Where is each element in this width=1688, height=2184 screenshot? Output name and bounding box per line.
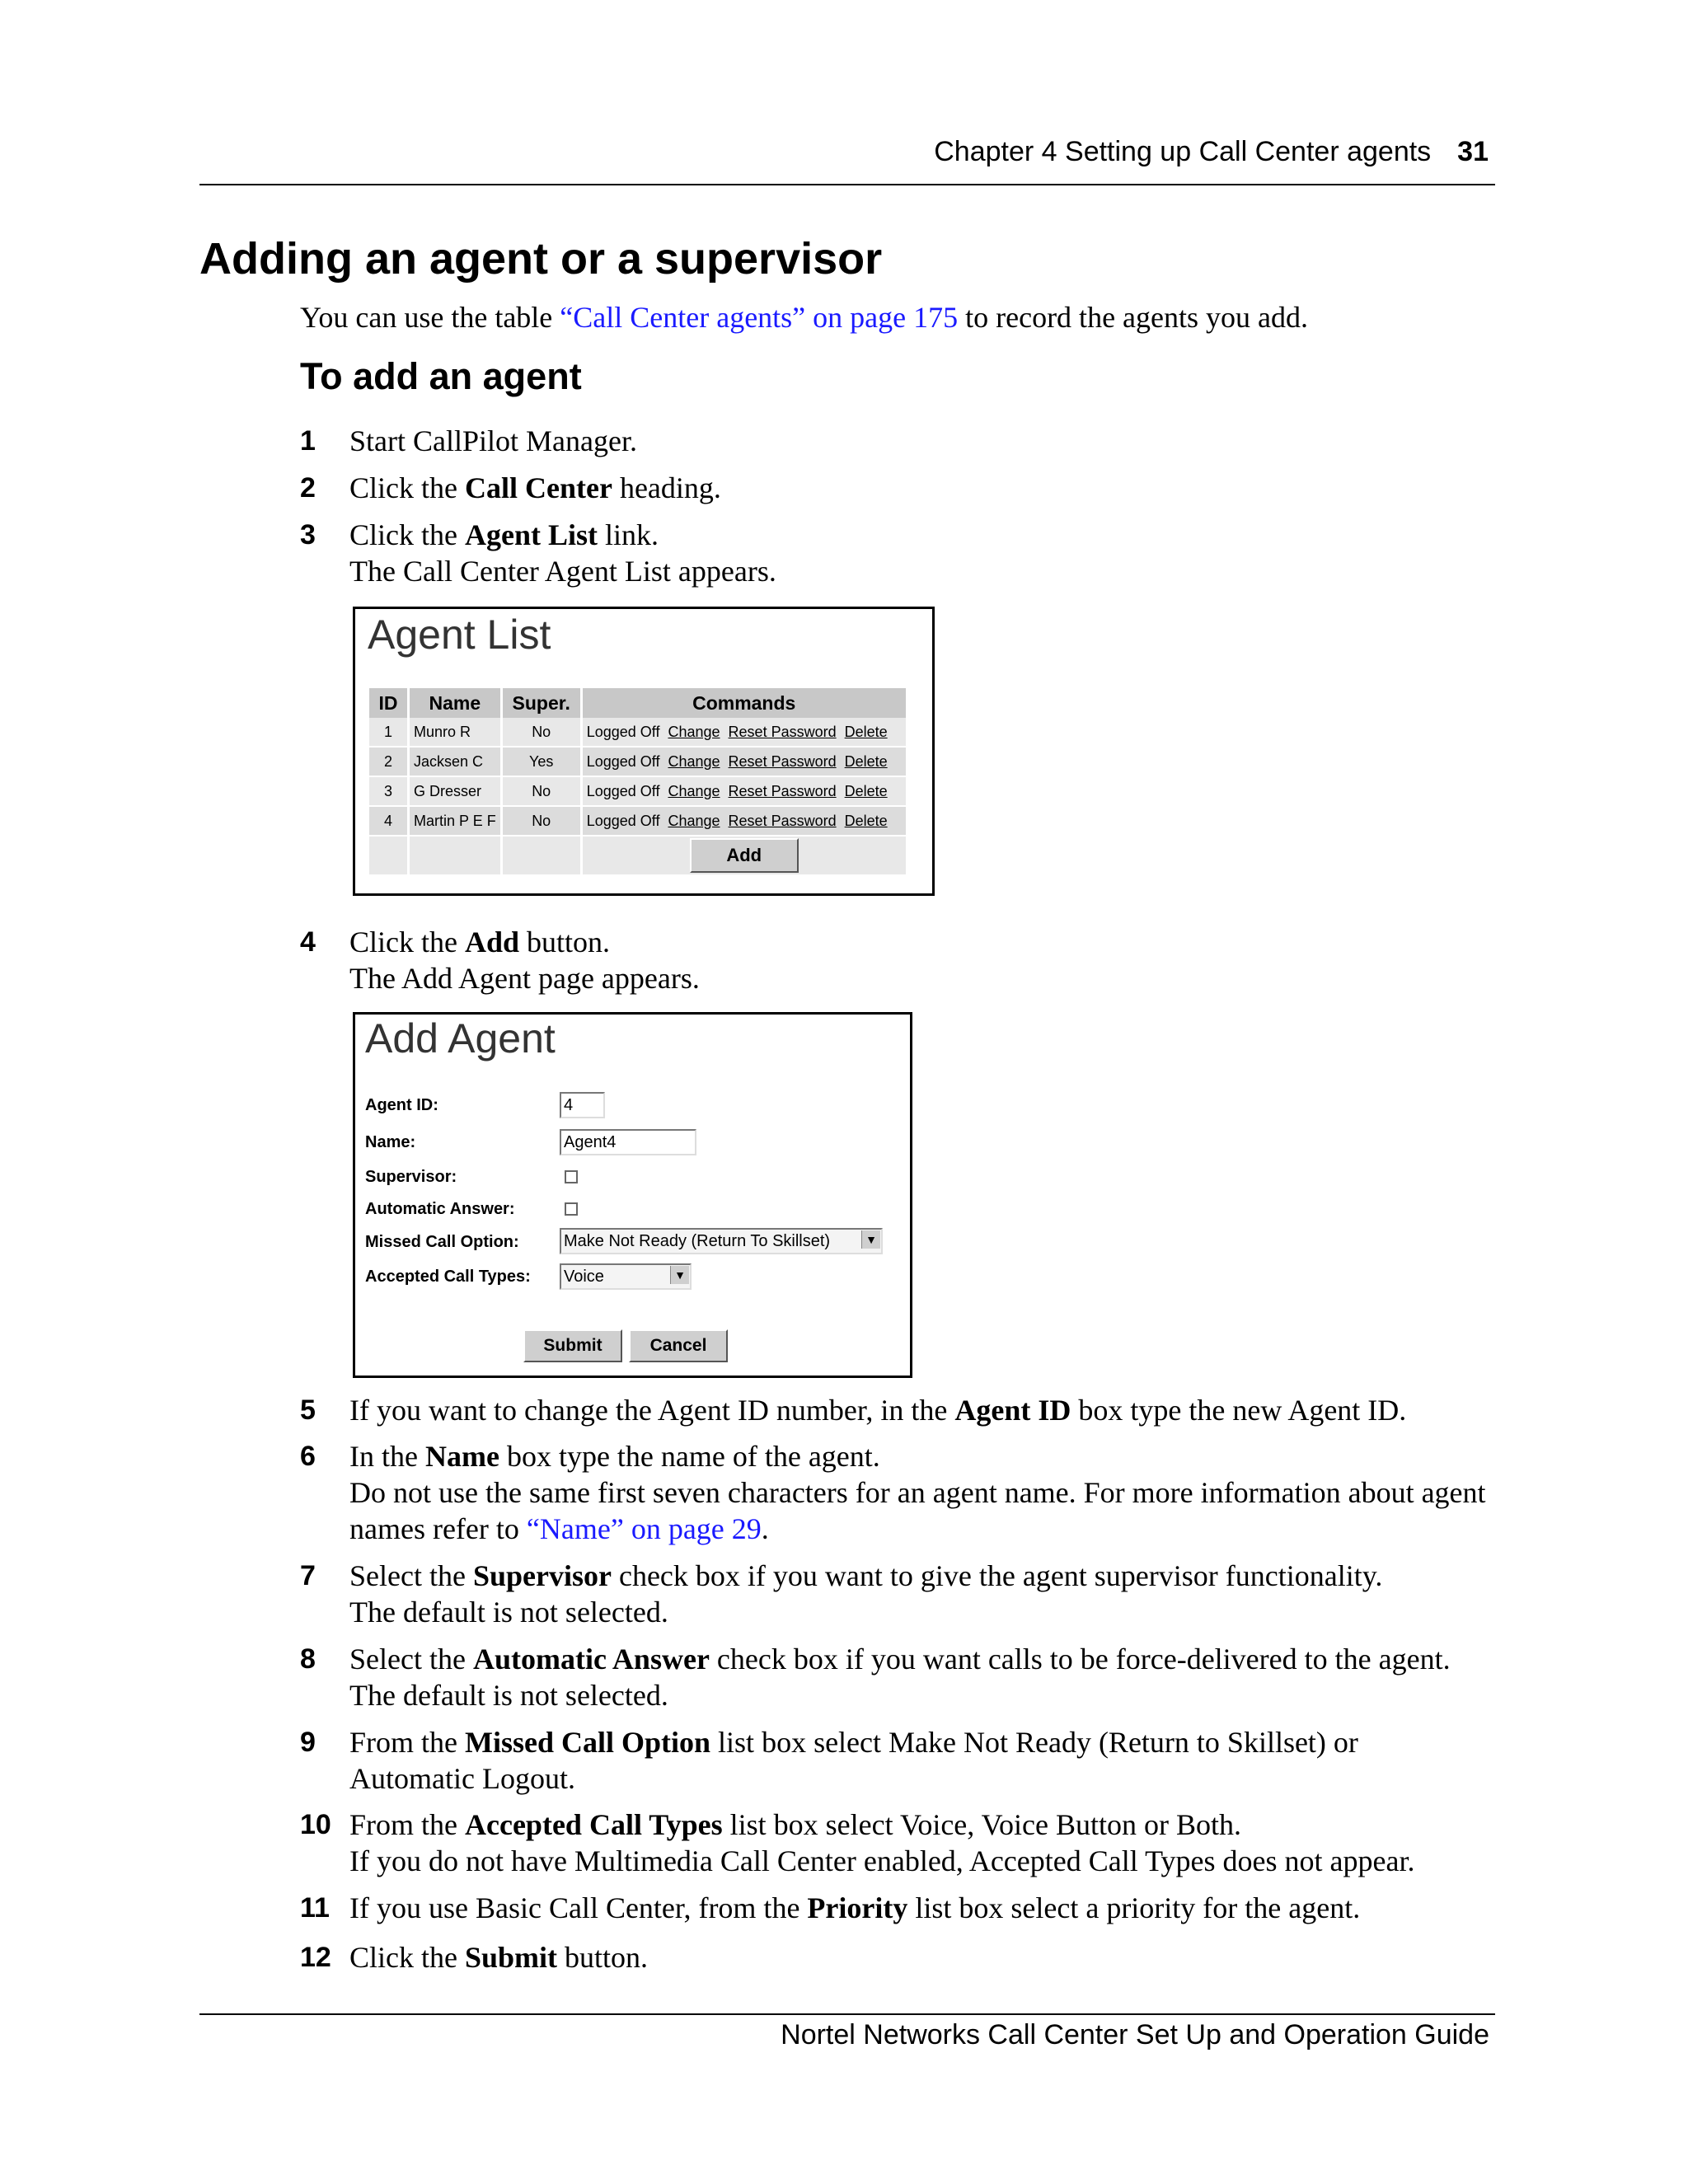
accepted-call-types-label: Accepted Call Types: bbox=[365, 1268, 531, 1286]
delete-link[interactable]: Delete bbox=[844, 723, 888, 740]
agents-table-link[interactable]: “Call Center agents” on page 175 bbox=[560, 301, 959, 334]
procedure-title: To add an agent bbox=[300, 355, 582, 397]
supervisor-label: Supervisor: bbox=[365, 1168, 457, 1186]
add-agent-title: Add Agent bbox=[365, 1015, 556, 1062]
missed-call-option-label: Missed Call Option: bbox=[365, 1233, 519, 1251]
running-header bbox=[199, 136, 1495, 168]
step-12: 12 Click the Submit button. bbox=[300, 1941, 649, 1974]
agent-id-input[interactable]: 4 bbox=[560, 1092, 605, 1118]
reset-password-link[interactable]: Reset Password bbox=[728, 782, 837, 799]
step-8: 8 Select the Automatic Answer check box if you want calls to be force-delivered to the agent. The default is not selected. bbox=[300, 1643, 1451, 1712]
automatic-answer-checkbox[interactable] bbox=[565, 1202, 578, 1216]
delete-link[interactable]: Delete bbox=[844, 752, 888, 770]
step-11: 11 If you use Basic Call Center, from the Priority list box select a priority for the agent. bbox=[300, 1891, 1361, 1924]
accepted-call-types-select[interactable]: Voice ▼ bbox=[560, 1263, 692, 1290]
agent-list-figure bbox=[353, 607, 935, 896]
agent-list-table: ID Name Super. Commands 1 Munro R No Logged Off Change Reset Password Delete 2 Jacksen C Yes Logged Off Change Reset Password Delete 3 G Dresser No Logged Off Change Reset Password Delete 4 Martin P E F No Logged Off Change Reset Password Delete Add bbox=[369, 688, 908, 876]
reset-password-link[interactable]: Reset Password bbox=[728, 812, 837, 829]
step-3: 3 Click the Agent List link. The Call Center Agent List appears. bbox=[300, 518, 776, 588]
step-6: 6 In the Name box type the name of the agent. Do not use the same first seven characters for an agent name. For more information about agent names refer to “Name” on page 29. bbox=[300, 1440, 1486, 1545]
step-5: 5 If you want to change the Agent ID number, in the Agent ID box type the new Agent ID. bbox=[300, 1394, 1407, 1427]
step-2: 2 Click the Call Center heading. bbox=[300, 471, 721, 504]
reset-password-link[interactable]: Reset Password bbox=[728, 723, 837, 740]
footer-rule bbox=[199, 2013, 1495, 2015]
step-7: 7 Select the Supervisor check box if you want to give the agent supervisor functionality. The default is not selected. bbox=[300, 1559, 1383, 1629]
chevron-down-icon: ▼ bbox=[670, 1266, 689, 1284]
automatic-answer-label: Automatic Answer: bbox=[365, 1200, 515, 1218]
change-link[interactable]: Change bbox=[668, 723, 720, 740]
add-button[interactable]: Add bbox=[690, 838, 799, 873]
reset-password-link[interactable]: Reset Password bbox=[728, 752, 837, 770]
table-row: 1 Munro R No Logged Off Change Reset Password Delete bbox=[369, 718, 907, 747]
change-link[interactable]: Change bbox=[668, 812, 720, 829]
step-4: 4 Click the Add button. The Add Agent page appears. bbox=[300, 926, 700, 995]
chevron-down-icon: ▼ bbox=[861, 1230, 880, 1249]
intro-paragraph: You can use the table “Call Center agents” on page 175 to record the agents you add. bbox=[300, 301, 1308, 334]
header-rule bbox=[199, 184, 1495, 185]
running-footer: Nortel Networks Call Center Set Up and Operation Guide bbox=[781, 2019, 1489, 2050]
name-label: Name: bbox=[365, 1133, 416, 1151]
change-link[interactable]: Change bbox=[668, 782, 720, 799]
name-page-link[interactable]: “Name” on page 29 bbox=[526, 1512, 762, 1545]
cancel-button[interactable]: Cancel bbox=[629, 1329, 728, 1362]
table-row: 2 Jacksen C Yes Logged Off Change Reset Password Delete bbox=[369, 747, 907, 776]
agent-id-label: Agent ID: bbox=[365, 1096, 438, 1114]
table-row: 4 Martin P E F No Logged Off Change Reset Password Delete bbox=[369, 806, 907, 836]
page-title: Adding an agent or a supervisor bbox=[199, 234, 883, 284]
name-input[interactable]: Agent4 bbox=[560, 1129, 696, 1155]
change-link[interactable]: Change bbox=[668, 752, 720, 770]
step-9: 9 From the Missed Call Option list box select Make Not Ready (Return to Skillset) or Automatic Logout. bbox=[300, 1726, 1358, 1795]
delete-link[interactable]: Delete bbox=[844, 812, 888, 829]
supervisor-checkbox[interactable] bbox=[565, 1170, 578, 1183]
step-10: 10 From the Accepted Call Types list box select Voice, Voice Button or Both. If you do not have Multimedia Call Center enabled, Accepted Call Types does not appear. bbox=[300, 1808, 1415, 1877]
chapter-title: Chapter 4 Setting up Call Center agents bbox=[934, 136, 1432, 167]
step-1: 1 Start CallPilot Manager. bbox=[300, 424, 637, 457]
delete-link[interactable]: Delete bbox=[844, 782, 888, 799]
table-row: 3 G Dresser No Logged Off Change Reset Password Delete bbox=[369, 776, 907, 806]
agent-list-title: Agent List bbox=[368, 612, 551, 658]
submit-button[interactable]: Submit bbox=[523, 1329, 622, 1362]
add-agent-figure bbox=[353, 1012, 912, 1378]
missed-call-option-select[interactable]: Make Not Ready (Return To Skillset) ▼ bbox=[560, 1228, 883, 1254]
page-number: 31 bbox=[1457, 136, 1489, 167]
